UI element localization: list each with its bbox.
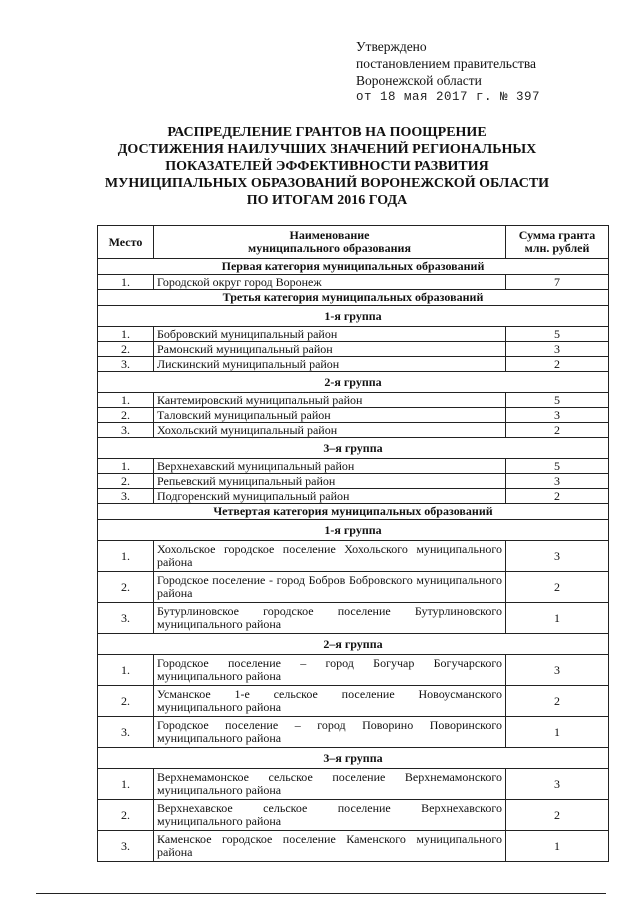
group-heading-row — [98, 748, 609, 769]
place-cell: 3. — [98, 717, 154, 748]
name-cell: Городской округ город Воронеж — [154, 275, 506, 290]
name-cell: Верхнемамонское сельское поселение Верхнемамонского муниципального района — [154, 769, 506, 800]
group-heading: 3–я группа — [98, 438, 609, 459]
sum-cell: 1 — [506, 603, 609, 634]
table-row — [98, 357, 609, 372]
table-row — [98, 489, 609, 504]
table-row — [98, 572, 609, 603]
document-title — [40, 124, 614, 209]
table-row — [98, 655, 609, 686]
header-name — [154, 226, 506, 259]
name-cell: Городское поселение – город Богучар Богучарского муниципального района — [154, 655, 506, 686]
page-bottom-rule — [36, 893, 606, 894]
table-row — [98, 474, 609, 489]
place-cell: 3. — [98, 357, 154, 372]
table-row — [98, 327, 609, 342]
name-cell: Репьевский муниципальный район — [154, 474, 506, 489]
group-heading-row — [98, 372, 609, 393]
place-cell: 3. — [98, 489, 154, 504]
sum-cell: 7 — [506, 275, 609, 290]
sum-cell: 5 — [506, 393, 609, 408]
sum-cell: 2 — [506, 800, 609, 831]
place-cell: 1. — [98, 655, 154, 686]
sum-cell: 3 — [506, 474, 609, 489]
header-sum-line: млн. рублей — [524, 241, 590, 255]
title-line: МУНИЦИПАЛЬНЫХ ОБРАЗОВАНИЙ ВОРОНЕЖСКОЙ ОБЛАСТИ — [104, 176, 550, 191]
sum-cell: 3 — [506, 342, 609, 357]
table-row — [98, 831, 609, 862]
group-heading: 2-я группа — [98, 372, 609, 393]
header-name-line: Наименование — [289, 228, 370, 242]
sum-cell: 2 — [506, 572, 609, 603]
place-cell: 2. — [98, 686, 154, 717]
place-cell: 2. — [98, 800, 154, 831]
place-cell: 2. — [98, 408, 154, 423]
group-heading: 2–я группа — [98, 634, 609, 655]
table-row — [98, 408, 609, 423]
sum-cell: 3 — [506, 541, 609, 572]
approval-block — [356, 38, 540, 106]
sum-cell: 3 — [506, 408, 609, 423]
category-heading-row — [98, 259, 609, 275]
name-cell: Таловский муниципальный район — [154, 408, 506, 423]
name-cell: Кантемировский муниципальный район — [154, 393, 506, 408]
table-row — [98, 459, 609, 474]
place-cell: 1. — [98, 393, 154, 408]
approval-line: Утверждено — [356, 39, 427, 54]
title-line: ДОСТИЖЕНИЯ НАИЛУЧШИХ ЗНАЧЕНИЙ РЕГИОНАЛЬНЫХ — [117, 142, 537, 157]
group-heading-row — [98, 634, 609, 655]
approval-date-stamp: от 18 мая 2017 г. № 397 — [356, 90, 541, 104]
name-cell: Бутурлиновское городское поселение Бутурлиновского муниципального района — [154, 603, 506, 634]
approval-line: постановлением правительства — [356, 56, 537, 71]
place-cell: 2. — [98, 474, 154, 489]
table-row — [98, 541, 609, 572]
title-line: ПО ИТОГАМ 2016 ГОДА — [246, 193, 408, 208]
name-cell: Подгоренский муниципальный район — [154, 489, 506, 504]
header-name-line: муниципального образования — [248, 241, 411, 255]
place-cell: 3. — [98, 831, 154, 862]
title-line: РАСПРЕДЕЛЕНИЕ ГРАНТОВ НА ПООЩРЕНИЕ — [167, 125, 487, 140]
table-row — [98, 800, 609, 831]
table-row — [98, 603, 609, 634]
name-cell: Усманское 1-е сельское поселение Новоусманского муниципального района — [154, 686, 506, 717]
table-row — [98, 717, 609, 748]
sum-cell: 2 — [506, 357, 609, 372]
name-cell: Городское поселение - город Бобров Бобровского муниципального района — [154, 572, 506, 603]
group-heading-row — [98, 520, 609, 541]
table-body — [98, 259, 609, 862]
name-cell: Лискинский муниципальный район — [154, 357, 506, 372]
table-header-row — [98, 226, 609, 259]
sum-cell: 2 — [506, 423, 609, 438]
table-row — [98, 275, 609, 290]
name-cell: Хохольский муниципальный район — [154, 423, 506, 438]
category-heading: Четвертая категория муниципальных образований — [98, 504, 609, 520]
place-cell: 1. — [98, 327, 154, 342]
place-cell: 2. — [98, 342, 154, 357]
category-heading-row — [98, 504, 609, 520]
sum-cell: 5 — [506, 459, 609, 474]
place-cell: 1. — [98, 541, 154, 572]
sum-cell: 3 — [506, 655, 609, 686]
place-cell: 3. — [98, 603, 154, 634]
group-heading: 3–я группа — [98, 748, 609, 769]
name-cell: Рамонский муниципальный район — [154, 342, 506, 357]
sum-cell: 1 — [506, 831, 609, 862]
header-place: Место — [98, 226, 154, 259]
title-line: ПОКАЗАТЕЛЕЙ ЭФФЕКТИВНОСТИ РАЗВИТИЯ — [165, 159, 489, 174]
place-cell: 1. — [98, 459, 154, 474]
table-row — [98, 342, 609, 357]
name-cell: Хохольское городское поселение Хохольского муниципального района — [154, 541, 506, 572]
group-heading: 1-я группа — [98, 520, 609, 541]
header-sum — [506, 226, 609, 259]
place-cell: 2. — [98, 572, 154, 603]
table-row — [98, 769, 609, 800]
group-heading-row — [98, 306, 609, 327]
grants-table — [97, 225, 609, 862]
table-row — [98, 686, 609, 717]
group-heading: 1-я группа — [98, 306, 609, 327]
sum-cell: 3 — [506, 769, 609, 800]
name-cell: Верхнехавское сельское поселение Верхнехавского муниципального района — [154, 800, 506, 831]
sum-cell: 5 — [506, 327, 609, 342]
name-cell: Бобровский муниципальный район — [154, 327, 506, 342]
header-sum-line: Сумма гранта — [518, 228, 596, 242]
sum-cell: 1 — [506, 717, 609, 748]
name-cell: Городское поселение – город Поворино Поворинского муниципального района — [154, 717, 506, 748]
place-cell: 3. — [98, 423, 154, 438]
sum-cell: 2 — [506, 489, 609, 504]
category-heading: Третья категория муниципальных образований — [98, 290, 609, 306]
sum-cell: 2 — [506, 686, 609, 717]
group-heading-row — [98, 438, 609, 459]
place-cell: 1. — [98, 769, 154, 800]
category-heading-row — [98, 290, 609, 306]
name-cell: Верхнехавский муниципальный район — [154, 459, 506, 474]
table-row — [98, 393, 609, 408]
approval-line: Воронежской области — [356, 73, 482, 88]
table-row — [98, 423, 609, 438]
place-cell: 1. — [98, 275, 154, 290]
name-cell: Каменское городское поселение Каменского муниципального района — [154, 831, 506, 862]
category-heading: Первая категория муниципальных образований — [98, 259, 609, 275]
